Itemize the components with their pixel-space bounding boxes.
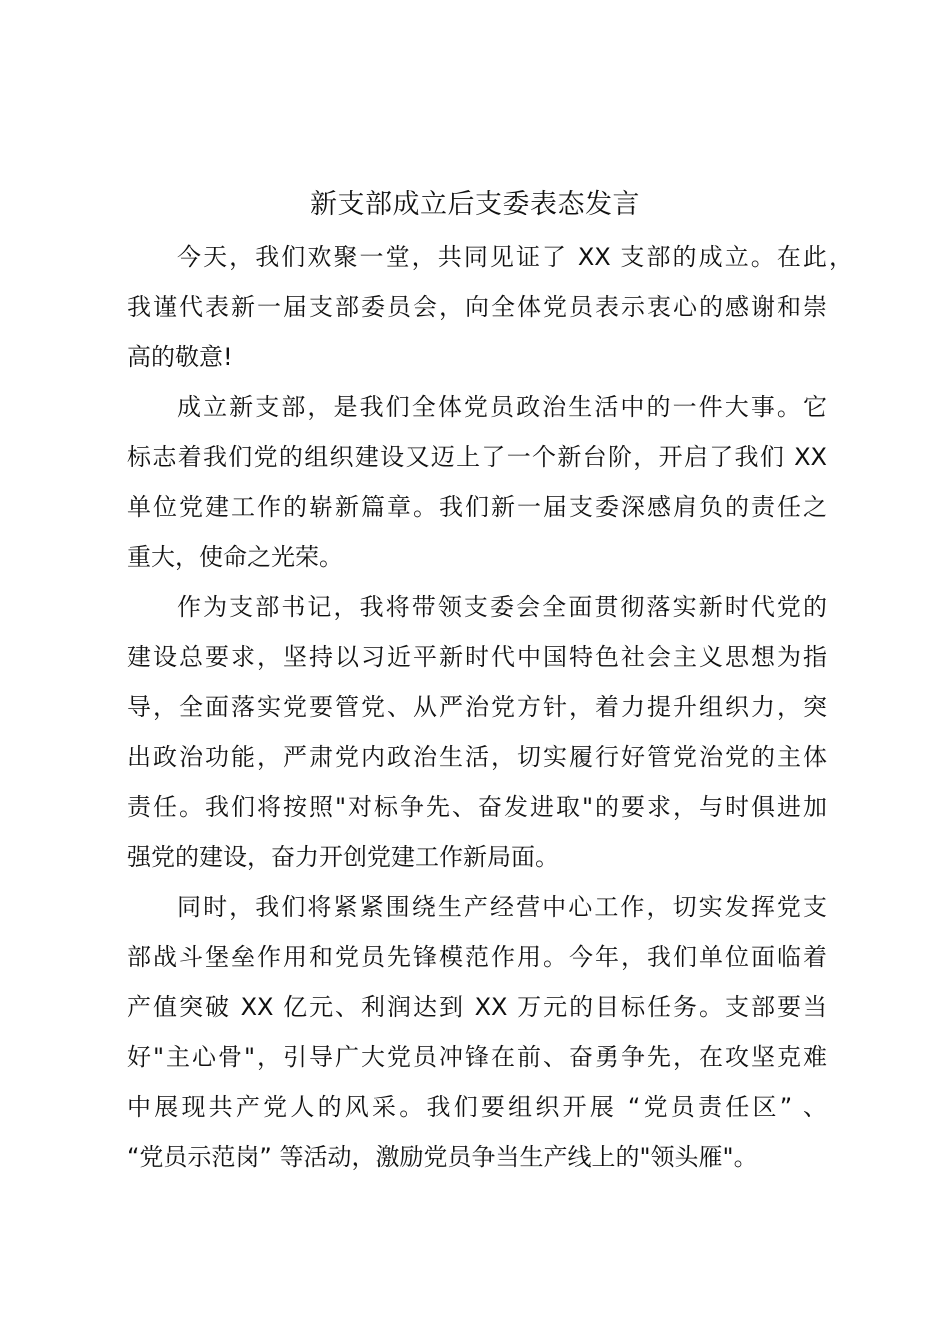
paragraph-2-line-1: 成立新支部，是我们全体党员政治生活中的一件大事。它 (177, 393, 827, 421)
paragraph-3-line-4: 出政治功能，严肃党内政治生活，切实履行好管党治党的主体 (127, 743, 827, 771)
paragraph-4-line-5: 中展现共产党人的风采。我们要组织开展 “党员责任区” 、 (127, 1093, 827, 1121)
paragraph-2-line-4: 重大，使命之光荣。 (127, 543, 343, 571)
paragraph-3-line-2: 建设总要求，坚持以习近平新时代中国特色社会主义思想为指 (127, 643, 827, 671)
paragraph-3-line-5: 责任。我们将按照"对标争先、奋发进取"的要求，与时俱进加 (127, 793, 827, 821)
paragraph-3-line-3: 导，全面落实党要管党、从严治党方针，着力提升组织力，突 (127, 693, 827, 721)
paragraph-2-line-3: 单位党建工作的崭新篇章。我们新一届支委深感肩负的责任之 (127, 493, 827, 521)
paragraph-1-line-3: 高的敬意! (127, 343, 233, 371)
paragraph-4-line-2: 部战斗堡垒作用和党员先锋模范作用。今年，我们单位面临着 (127, 943, 827, 971)
paragraph-3-line-1: 作为支部书记，我将带领支委会全面贯彻落实新时代党的 (177, 593, 827, 621)
paragraph-4-line-1: 同时，我们将紧紧围绕生产经营中心工作，切实发挥党支 (177, 893, 827, 921)
document-title: 新支部成立后支委表态发言 (310, 189, 640, 220)
paragraph-1-line-1: 今天，我们欢聚一堂，共同见证了 XX 支部的成立。在此， (177, 243, 853, 271)
paragraph-4-line-6: “党员示范岗” 等活动，激励党员争当生产线上的"领头雁"。 (127, 1143, 758, 1171)
paragraph-2-line-2: 标志着我们党的组织建设又迈上了一个新台阶，开启了我们 XX (127, 443, 827, 471)
paragraph-4-line-4: 好"主心骨"，引导广大党员冲锋在前、奋勇争先，在攻坚克难 (127, 1043, 827, 1071)
paragraph-4-line-3: 产值突破 XX 亿元、利润达到 XX 万元的目标任务。支部要当 (127, 993, 827, 1021)
paragraph-1-line-2: 我谨代表新一届支部委员会，向全体党员表示衷心的感谢和崇 (127, 293, 827, 321)
paragraph-3-line-6: 强党的建设，奋力开创党建工作新局面。 (127, 843, 559, 871)
